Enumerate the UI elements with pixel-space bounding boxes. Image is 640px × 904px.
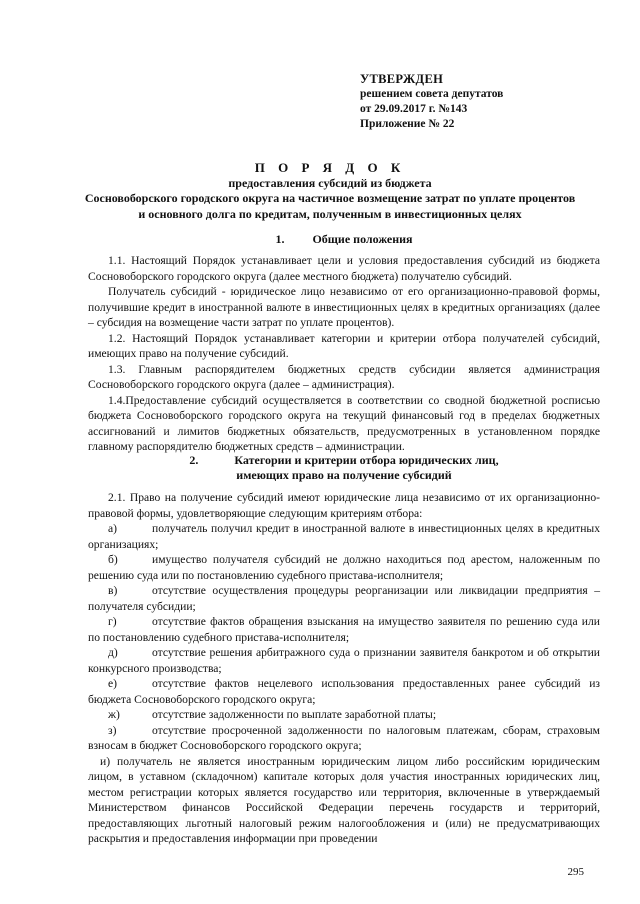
- item-letter: а): [108, 522, 118, 535]
- section-2-body: [88, 490, 600, 847]
- item-letter: ж): [108, 708, 120, 721]
- item-text: отсутствие задолженности по выплате заработной платы;: [152, 708, 437, 721]
- criteria-item: [88, 614, 600, 645]
- approval-line: Приложение № 22: [360, 118, 455, 130]
- item-text: отсутствие фактов обращения взыскания на имущество заявителя по решению суда или по постановлению судебного пристава-исполнителя;: [88, 615, 600, 644]
- section-title: Общие положения: [312, 232, 413, 246]
- item-letter: е): [108, 677, 118, 690]
- item-letter: б): [108, 553, 118, 566]
- title-line: и основного долга по кредитам, полученным в инвестиционных целях: [138, 206, 522, 221]
- criteria-item: [88, 707, 600, 723]
- criteria-item: [88, 583, 600, 614]
- paragraph: 1.4.Предоставление субсидий осуществляется в соответствии со сводной бюджетной росписью бюджета Сосновоборского городского округа на текущий финансовый год в пределах бюджетных ассигнований и лимитов бюджетных обязательств, предусмотренных в установленном порядке главному распорядителю бюджетных средств – администрации.: [88, 393, 600, 453]
- item-text: отсутствие решения арбитражного суда о признании заявителя банкротом и об открытии конкурсного производства;: [88, 646, 600, 675]
- paragraph: 2.1. Право на получение субсидий имеют юридические лица независимо от их организационно-правовой формы, удовлетворяющие следующим критериям отбора:: [88, 491, 600, 520]
- approval-line: решением совета депутатов: [360, 88, 504, 100]
- page-number: 295: [567, 866, 584, 878]
- section-1-body: [88, 253, 600, 455]
- criteria-item: [88, 676, 600, 707]
- item-letter: з): [108, 723, 117, 737]
- item-letter: в): [108, 584, 118, 597]
- paragraph: 1.3. Главным распорядителем бюджетных средств субсидии является администрация Сосновоборского городского округа (далее – администрация).: [88, 362, 600, 391]
- criteria-item: [88, 645, 600, 676]
- criteria-item: [88, 552, 600, 583]
- item-text: отсутствие просроченной задолженности по налоговым платежам, сборам, страховым взносам в бюджет Сосновоборского городского округа;: [88, 723, 600, 752]
- item-text: отсутствие фактов нецелевого использования предоставленных ранее субсидий из бюджета Сосновоборского городского округа;: [88, 677, 600, 706]
- section-number: 1.: [275, 232, 285, 246]
- criteria-item: и) получатель не является иностранным юридическим лицом либо российским юридическим лицом, в уставном (складочном) капитале которых доля участия иностранных юридических лиц, местом регистрации которых является государство или территория, включенные в утверждаемый Министерством финансов Российской Федерации перечень государств и территорий, предоставляющих льготный налоговый режим налогообложения и (или) не предусматривающих раскрытия и предоставления информации при проведении: [88, 754, 600, 845]
- title-line: Сосновоборского городского округа на частичное возмещение затрат по уплате процентов: [84, 191, 576, 205]
- document-title: [78, 160, 582, 222]
- section-number: 2.: [189, 453, 199, 467]
- paragraph: Получатель субсидий - юридическое лицо независимо от его организационно-правовой формы, получившие кредит в иностранной валюте в инвестиционных целях в кредитных организациях (далее – субсидия на возмещение части затрат по уплате процентов).: [88, 285, 600, 329]
- item-text: имущество получателя субсидий не должно находиться под арестом, наложенным по решению суда или по постановлению судебного пристава-исполнителя;: [88, 553, 600, 582]
- item-text: отсутствие осуществления процедуры реорганизации или ликвидации предприятия – получателя субсидии;: [88, 584, 600, 613]
- criteria-item: [88, 521, 600, 552]
- item-text: получатель получил кредит в иностранной валюте в инвестиционных целях в кредитных организациях;: [88, 522, 600, 551]
- paragraph: 1.2. Настоящий Порядок устанавливает категории и критерии отбора получателей субсидий, имеющих право на получение субсидий.: [88, 331, 600, 360]
- criteria-item: [88, 723, 600, 754]
- paragraph: 1.1. Настоящий Порядок устанавливает цели и условия предоставления субсидий из бюджета Сосновоборского городского округа (далее местного бюджета) получателю субсидий.: [88, 254, 600, 283]
- section-2-heading: [88, 453, 600, 483]
- title-line: предоставления субсидий из бюджета: [228, 175, 432, 190]
- approval-line: от 29.09.2017 г. №143: [360, 103, 468, 115]
- approval-stamp: [360, 72, 503, 132]
- title-main: П О Р Я Д О К: [254, 160, 406, 175]
- approval-title: УТВЕРЖДЕН: [360, 72, 444, 86]
- item-letter: г): [108, 615, 117, 628]
- section-1-heading: [88, 232, 600, 247]
- item-letter: д): [108, 646, 118, 659]
- section-title: Категории и критерии отбора юридических лиц,: [234, 453, 499, 467]
- section-title-line2: имеющих право на получение субсидий: [236, 468, 452, 482]
